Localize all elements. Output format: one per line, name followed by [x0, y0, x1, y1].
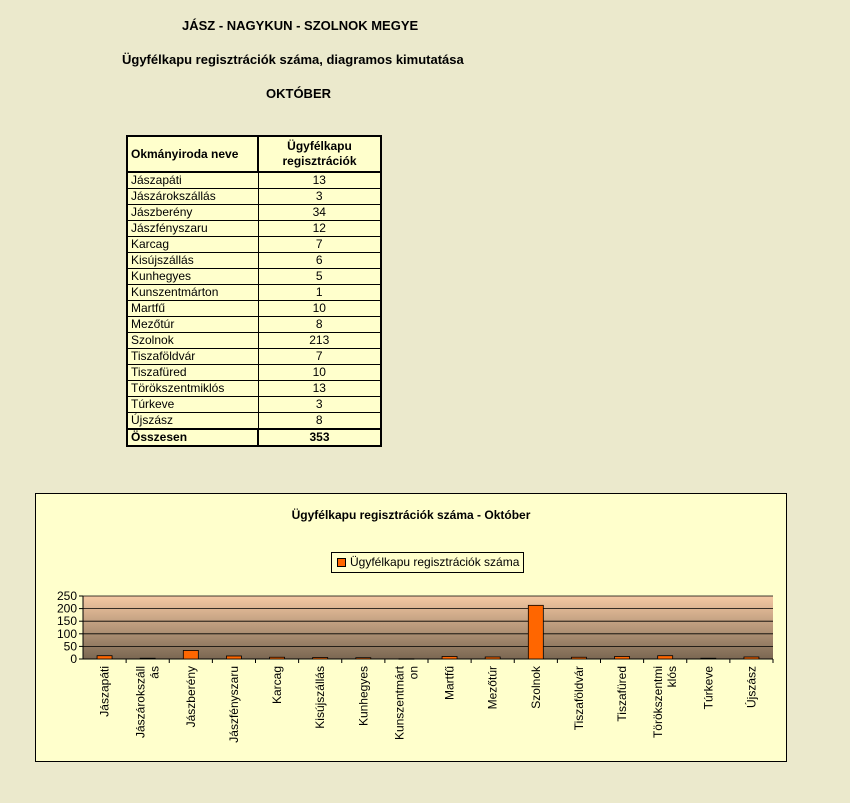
registrations-header	[258, 136, 381, 172]
registrations-cell: 13	[258, 381, 381, 397]
x-tick-label: Tiszafüred	[615, 666, 630, 722]
table-row	[127, 285, 381, 301]
registrations-cell: 7	[258, 349, 381, 365]
registrations-cell: 5	[258, 269, 381, 285]
y-tick-label: 200	[56, 601, 77, 616]
table-row	[127, 221, 381, 237]
report-subtitle: Ügyfélkapu regisztrációk száma, diagramos kimutatása	[122, 52, 464, 67]
y-tick-label: 50	[63, 639, 77, 654]
registrations-cell: 8	[258, 413, 381, 430]
office-name-header: Okmányiroda neve	[127, 136, 258, 172]
table-row	[127, 349, 381, 365]
bar	[701, 658, 716, 659]
bar	[571, 657, 586, 659]
month-title: OKTÓBER	[266, 86, 331, 101]
bar	[744, 657, 759, 659]
registrations-table	[126, 135, 382, 447]
registrations-cell: 34	[258, 205, 381, 221]
x-tick-label: Túrkeve	[701, 666, 716, 710]
office-name-cell: Martfű	[127, 301, 258, 317]
y-tick-label: 150	[56, 614, 77, 629]
bar	[226, 656, 241, 659]
office-name-cell: Jászárokszállás	[127, 189, 258, 205]
registrations-cell: 1	[258, 285, 381, 301]
x-tick-label: Jászárokszáll	[133, 666, 148, 739]
chart-plot	[36, 494, 786, 761]
y-tick-label: 0	[70, 652, 77, 666]
bar	[528, 605, 543, 659]
x-tick-label: ás	[147, 666, 162, 679]
registrations-cell: 8	[258, 317, 381, 333]
total-label: Összesen	[127, 429, 258, 446]
registrations-cell: 12	[258, 221, 381, 237]
office-name-cell: Tiszaföldvár	[127, 349, 258, 365]
bar	[658, 656, 673, 659]
table-row	[127, 317, 381, 333]
x-tick-label: on	[406, 666, 421, 680]
office-name-cell: Karcag	[127, 237, 258, 253]
office-name-cell: Kunszentmárton	[127, 285, 258, 301]
office-name-cell: Újszász	[127, 413, 258, 430]
bar	[399, 659, 414, 660]
bar	[442, 656, 457, 659]
bar	[615, 656, 630, 659]
x-tick-label: Kisújszállás	[313, 666, 328, 729]
bar	[485, 657, 500, 659]
table-row	[127, 397, 381, 413]
office-name-cell: Túrkeve	[127, 397, 258, 413]
office-name-cell: Jászfényszaru	[127, 221, 258, 237]
registrations-cell: 10	[258, 301, 381, 317]
x-tick-label: Újszász	[744, 666, 759, 709]
table-row	[127, 333, 381, 349]
x-tick-label: Jászberény	[183, 666, 198, 728]
x-tick-label: Martfű	[442, 666, 457, 701]
table-row	[127, 301, 381, 317]
y-tick-label: 100	[56, 626, 77, 641]
bar	[140, 658, 155, 659]
bar-chart	[35, 493, 787, 762]
table-row	[127, 381, 381, 397]
x-tick-label: Jászfényszaru	[226, 666, 241, 743]
table-row	[127, 237, 381, 253]
office-name-cell: Kunhegyes	[127, 269, 258, 285]
x-tick-label: Kunszentmárt	[392, 666, 407, 741]
office-name-cell: Jászberény	[127, 205, 258, 221]
registrations-header-line2: regisztrációk	[282, 154, 357, 168]
x-tick-label: Mezőtúr	[485, 666, 500, 710]
office-name-cell: Tiszafüred	[127, 365, 258, 381]
table-header-row	[127, 136, 381, 172]
bar	[97, 656, 112, 659]
table-row	[127, 413, 381, 430]
table-row	[127, 189, 381, 205]
table-row	[127, 365, 381, 381]
registrations-header-line1: Ügyfélkapu	[287, 139, 352, 153]
x-tick-label: Tiszaföldvár	[571, 666, 586, 731]
total-row	[127, 429, 381, 446]
office-name-cell: Jászapáti	[127, 172, 258, 189]
registrations-cell: 3	[258, 397, 381, 413]
x-tick-label: Karcag	[270, 666, 285, 705]
legend-label: Ügyfélkapu regisztrációk száma	[350, 555, 520, 569]
registrations-cell: 3	[258, 189, 381, 205]
table-row	[127, 269, 381, 285]
x-tick-label: Törökszentmi	[651, 666, 666, 739]
registrations-cell: 13	[258, 172, 381, 189]
total-value: 353	[258, 429, 381, 446]
table-row	[127, 205, 381, 221]
office-name-cell: Törökszentmiklós	[127, 381, 258, 397]
x-tick-label: Jászapáti	[97, 666, 112, 717]
county-title: JÁSZ - NAGYKUN - SZOLNOK MEGYE	[182, 18, 419, 33]
registrations-cell: 7	[258, 237, 381, 253]
plot-area	[83, 596, 773, 659]
bar	[183, 650, 198, 659]
x-tick-label: Szolnok	[528, 666, 543, 709]
bar	[270, 657, 285, 659]
chart-title: Ügyfélkapu regisztrációk száma - Október	[291, 508, 531, 522]
office-name-cell: Mezőtúr	[127, 317, 258, 333]
office-name-cell: Szolnok	[127, 333, 258, 349]
y-tick-label: 250	[56, 589, 77, 603]
x-tick-label: Kunhegyes	[356, 666, 371, 727]
office-name-cell: Kisújszállás	[127, 253, 258, 269]
x-tick-label: klós	[665, 666, 680, 688]
registrations-cell: 10	[258, 365, 381, 381]
table-row	[127, 172, 381, 189]
bar	[356, 658, 371, 659]
table-row	[127, 253, 381, 269]
registrations-cell: 213	[258, 333, 381, 349]
registrations-cell: 6	[258, 253, 381, 269]
bar	[313, 657, 328, 659]
